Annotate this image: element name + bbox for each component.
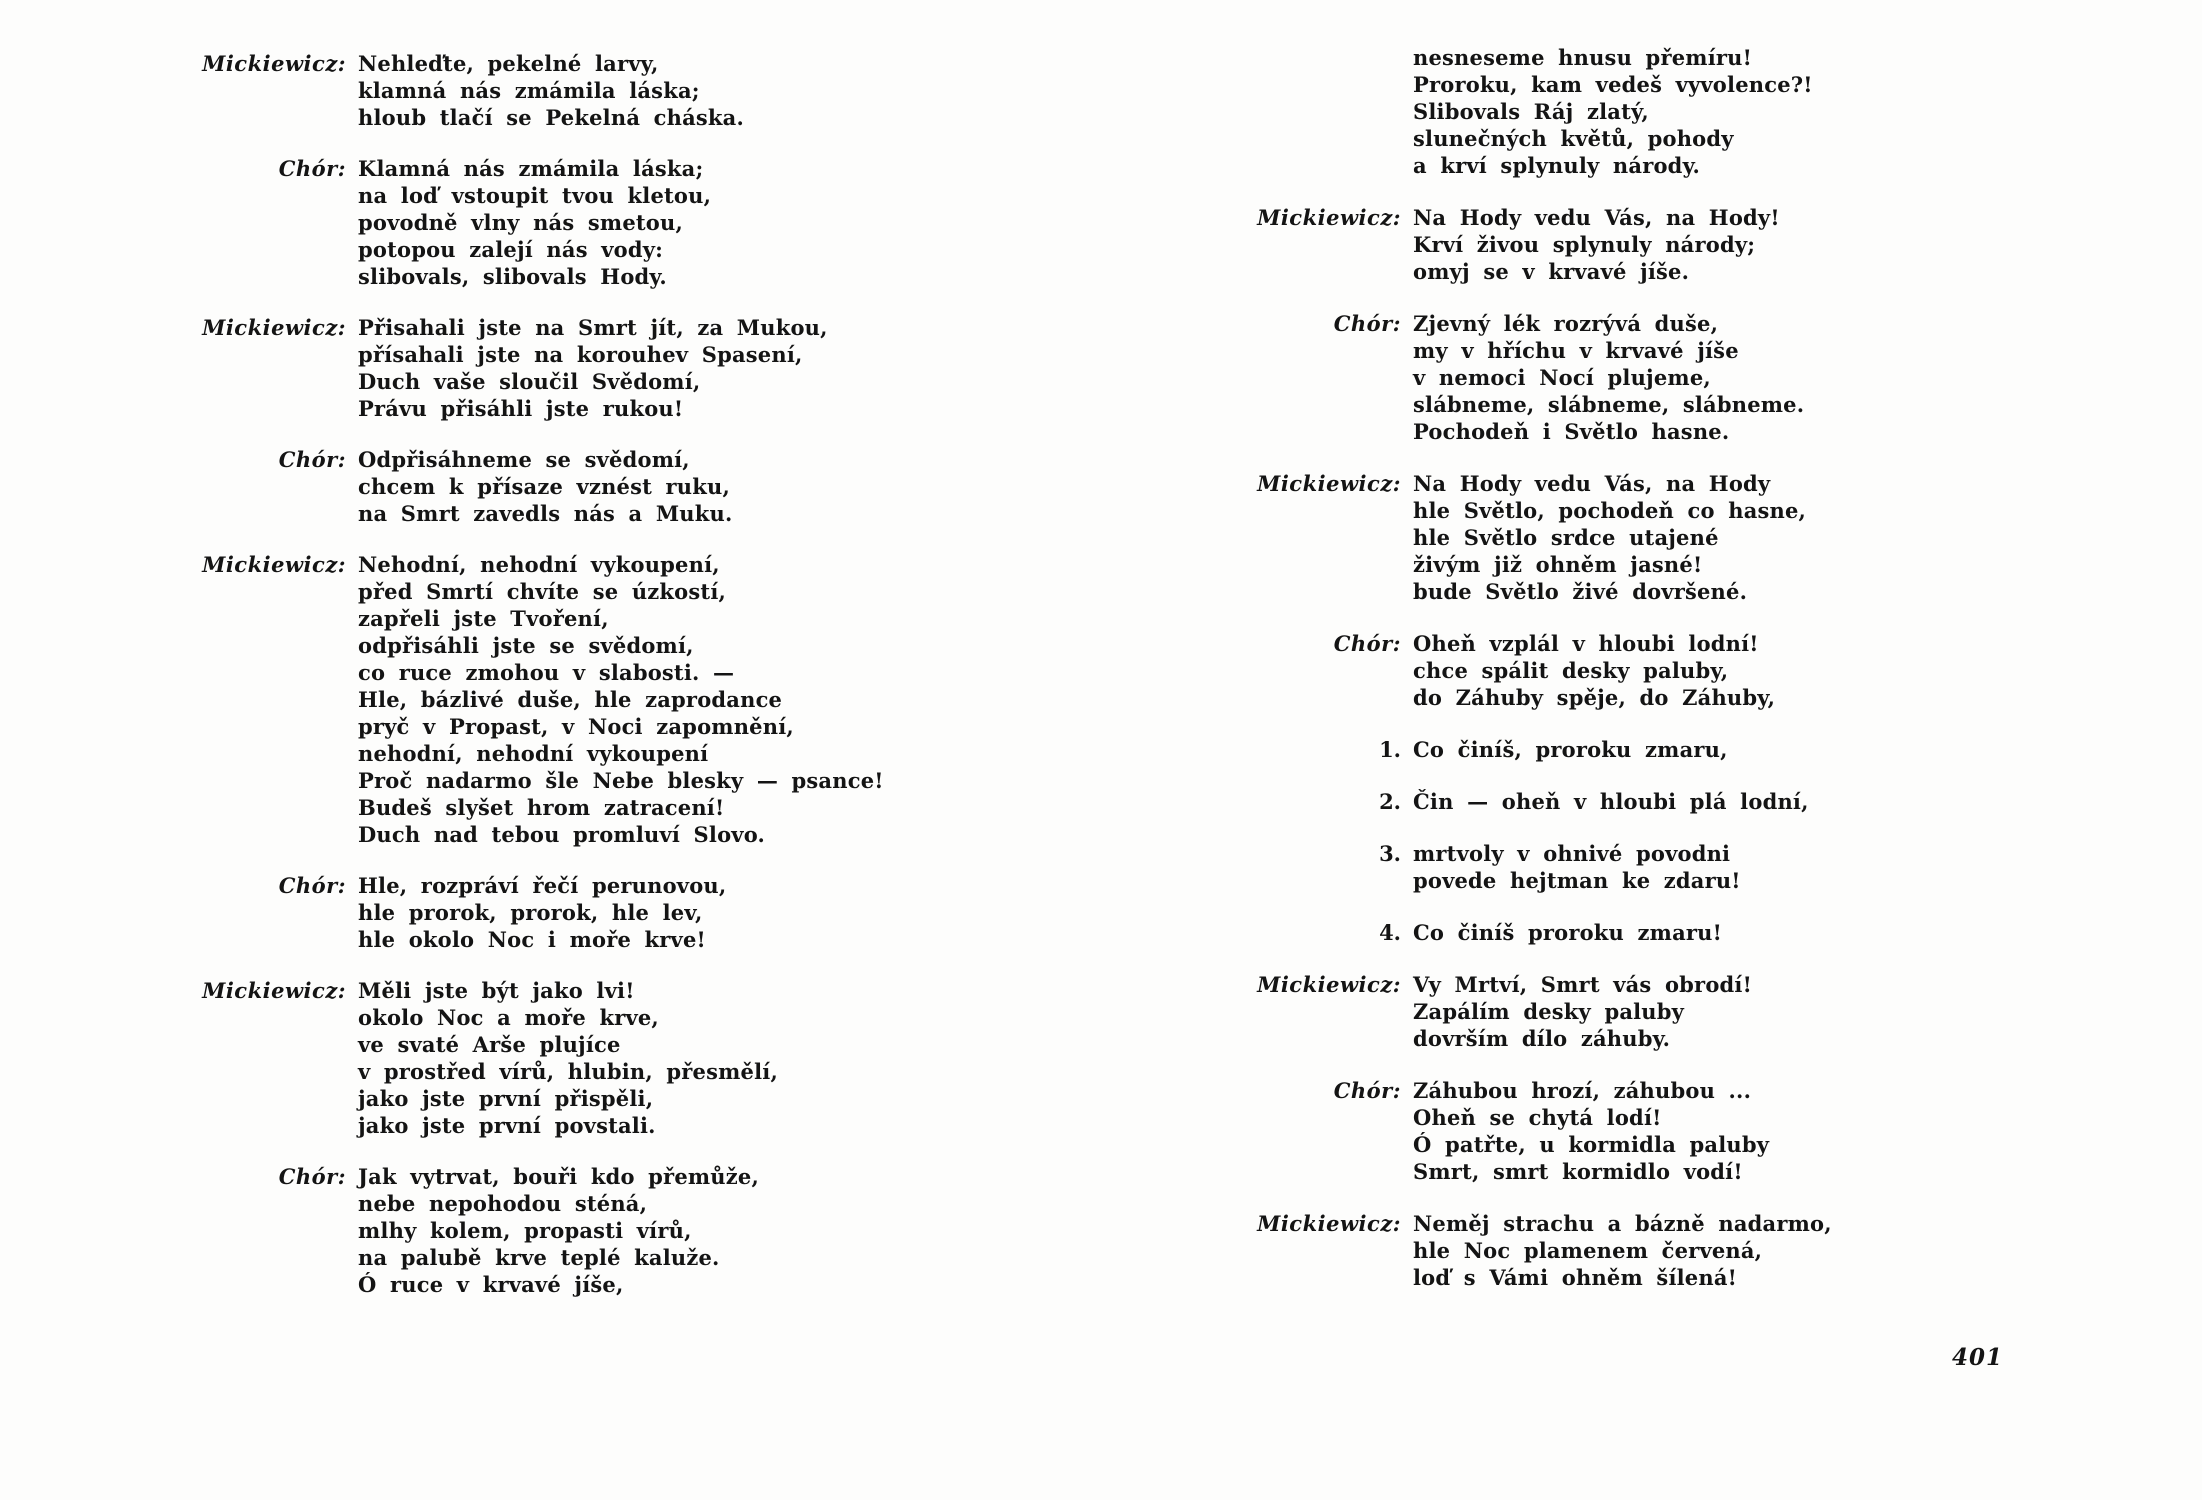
verse-line: hle Noc plamenem červená,: [1413, 1238, 1763, 1263]
stanza-lines: [1413, 788, 1809, 815]
verse-line: nehodní, nehodní vykoupení: [358, 741, 709, 766]
stanza-lines: [358, 977, 778, 1139]
verse-line: Nehodní, nehodní vykoupení,: [358, 552, 720, 577]
speaker-label: Chór:: [278, 873, 346, 898]
verse-line: slibovals, slibovals Hody.: [358, 264, 667, 289]
verse-line: Co činíš proroku zmaru!: [1413, 920, 1723, 945]
verse-line: slunečných květů, pohody: [1413, 126, 1734, 151]
verse-line: chce spálit desky paluby,: [1413, 658, 1729, 683]
stanza-lines: [1413, 44, 1813, 179]
verse-line: zapřeli jste Tvoření,: [358, 606, 609, 631]
verse-line: mrtvoly v ohnivé povodni: [1413, 841, 1731, 866]
left-text-column: [148, 50, 978, 1322]
verse-line: Proroku, kam vedeš vyvolence?!: [1413, 72, 1813, 97]
verse-line: hloub tlačí se Pekelná cháska.: [358, 105, 744, 130]
verse-line: v prostřed vírů, hlubin, přesmělí,: [358, 1059, 778, 1084]
stanza: [148, 446, 978, 527]
speaker-label: Mickiewicz:: [1257, 1211, 1401, 1236]
verse-line: Pochodeň i Světlo hasne.: [1413, 419, 1730, 444]
verse-line: Přisahali jste na Smrt jít, za Mukou,: [358, 315, 828, 340]
verse-line: na Smrt zavedls nás a Muku.: [358, 501, 733, 526]
stanza: [148, 50, 978, 131]
verse-line: Ó patřte, u kormidla paluby: [1413, 1132, 1770, 1157]
stanza-lines: [1413, 310, 1804, 445]
verse-line: povodně vlny nás smetou,: [358, 210, 683, 235]
verse-line: dovrším dílo záhuby.: [1413, 1026, 1671, 1051]
verse-line: Oheň vzplál v hloubi lodní!: [1413, 631, 1759, 656]
speaker-label: Mickiewicz:: [1257, 205, 1401, 230]
speaker-label: Chór:: [278, 1164, 346, 1189]
stanza: [148, 314, 978, 422]
stanza-lines: [358, 50, 744, 131]
verse-line: Jak vytrvat, bouři kdo přemůže,: [358, 1164, 759, 1189]
stanza: [1203, 1077, 2063, 1185]
stanza-lines: [358, 872, 726, 953]
verse-line: Na Hody vedu Vás, na Hody!: [1413, 205, 1780, 230]
page-number: 401: [1952, 1344, 2004, 1371]
verse-line: v nemoci Nocí plujeme,: [1413, 365, 1711, 390]
verse-line: Čin — oheň v hloubi plá lodní,: [1413, 789, 1809, 814]
stanza: [1203, 470, 2063, 605]
verse-line: do Záhuby spěje, do Záhuby,: [1413, 685, 1776, 710]
stanza: [1203, 1210, 2063, 1291]
verse-line: hle Světlo srdce utajené: [1413, 525, 1719, 550]
verse-line: jako jste první přispěli,: [358, 1086, 654, 1111]
speaker-label: Mickiewicz:: [202, 978, 346, 1003]
verse-line: pryč v Propast, v Noci zapomnění,: [358, 714, 794, 739]
verse-line: Proč nadarmo šle Nebe blesky — psance!: [358, 768, 884, 793]
verse-line: slábneme, slábneme, slábneme.: [1413, 392, 1805, 417]
verse-line: Hle, rozpráví řečí perunovou,: [358, 873, 727, 898]
verse-line: potopou zalejí nás vody:: [358, 237, 664, 262]
speaker-label: Chór:: [1333, 1078, 1401, 1103]
stanza-lines: [1413, 470, 1806, 605]
verse-line: my v hříchu v krvavé jíše: [1413, 338, 1739, 363]
stanza-lines: [1413, 840, 1741, 894]
speaker-label: Mickiewicz:: [202, 51, 346, 76]
verse-line: povede hejtman ke zdaru!: [1413, 868, 1741, 893]
stanza: [148, 1163, 978, 1298]
verse-line: Na Hody vedu Vás, na Hody: [1413, 471, 1771, 496]
stanza-lines: [1413, 1210, 1832, 1291]
verse-line: Záhubou hrozí, záhubou ...: [1413, 1078, 1752, 1103]
stanza: [148, 977, 978, 1139]
verse-line: Co činíš, proroku zmaru,: [1413, 737, 1728, 762]
stanza: [1203, 204, 2063, 285]
verse-line: Smrt, smrt kormidlo vodí!: [1413, 1159, 1743, 1184]
stanza-number: 4.: [1379, 920, 1401, 945]
verse-line: hle prorok, prorok, hle lev,: [358, 900, 703, 925]
speaker-label: Mickiewicz:: [1257, 471, 1401, 496]
verse-line: Hle, bázlivé duše, hle zaprodance: [358, 687, 783, 712]
verse-line: Slibovals Ráj zlatý,: [1413, 99, 1649, 124]
stanza-lines: [1413, 736, 1728, 763]
stanza-lines: [358, 551, 884, 848]
verse-line: Oheň se chytá lodí!: [1413, 1105, 1662, 1130]
verse-line: nebe nepohodou sténá,: [358, 1191, 648, 1216]
stanza-lines: [358, 446, 733, 527]
verse-line: Klamná nás zmámila láska;: [358, 156, 704, 181]
verse-line: Nehleďte, pekelné larvy,: [358, 51, 659, 76]
speaker-label: Chór:: [1333, 311, 1401, 336]
speaker-label: Mickiewicz:: [202, 552, 346, 577]
verse-line: co ruce zmohou v slabosti. —: [358, 660, 735, 685]
speaker-label: Mickiewicz:: [202, 315, 346, 340]
stanza: [1203, 630, 2063, 711]
verse-line: Odpřisáhneme se svědomí,: [358, 447, 690, 472]
stanza-lines: [1413, 919, 1722, 946]
verse-line: Duch vaše sloučil Svědomí,: [358, 369, 701, 394]
speaker-label: Chór:: [278, 447, 346, 472]
stanza: [148, 872, 978, 953]
verse-line: Krví živou splynuly národy;: [1413, 232, 1756, 257]
stanza: [1203, 44, 2063, 179]
speaker-label: Chór:: [1333, 631, 1401, 656]
verse-line: hle Světlo, pochodeň co hasne,: [1413, 498, 1807, 523]
speaker-label: Chór:: [278, 156, 346, 181]
stanza-number: 3.: [1379, 841, 1401, 866]
verse-line: mlhy kolem, propasti vírů,: [358, 1218, 692, 1243]
verse-line: chcem k přísaze vznést ruku,: [358, 474, 730, 499]
verse-line: přísahali jste na korouhev Spasení,: [358, 342, 803, 367]
stanza: [1203, 736, 2063, 763]
stanza-number: 2.: [1379, 789, 1401, 814]
verse-line: Budeš slyšet hrom zatracení!: [358, 795, 725, 820]
stanza: [1203, 971, 2063, 1052]
verse-line: před Smrtí chvíte se úzkostí,: [358, 579, 727, 604]
stanza-lines: [358, 155, 711, 290]
stanza-lines: [1413, 630, 1775, 711]
verse-line: omyj se v krvavé jíše.: [1413, 259, 1690, 284]
verse-line: Zapálím desky paluby: [1413, 999, 1685, 1024]
verse-line: Ó ruce v krvavé jíše,: [358, 1272, 624, 1297]
verse-line: na palubě krve teplé kaluže.: [358, 1245, 720, 1270]
verse-line: na loď vstoupit tvou kletou,: [358, 183, 712, 208]
verse-line: Neměj strachu a bázně nadarmo,: [1413, 1211, 1832, 1236]
speaker-label: Mickiewicz:: [1257, 972, 1401, 997]
stanza-number: 1.: [1379, 737, 1401, 762]
verse-line: klamná nás zmámila láska;: [358, 78, 700, 103]
verse-line: odpřisáhli jste se svědomí,: [358, 633, 694, 658]
stanza: [148, 551, 978, 848]
stanza-lines: [1413, 971, 1752, 1052]
verse-line: a krví splynuly národy.: [1413, 153, 1701, 178]
verse-line: okolo Noc a moře krve,: [358, 1005, 659, 1030]
verse-line: Duch nad tebou promluví Slovo.: [358, 822, 766, 847]
stanza-lines: [1413, 204, 1780, 285]
verse-line: bude Světlo živé dovršené.: [1413, 579, 1748, 604]
stanza: [1203, 919, 2063, 946]
right-text-column: [1203, 44, 2063, 1316]
verse-line: nesneseme hnusu přemíru!: [1413, 45, 1753, 70]
verse-line: Právu přisáhli jste rukou!: [358, 396, 684, 421]
stanza: [148, 155, 978, 290]
verse-line: živým již ohněm jasné!: [1413, 552, 1703, 577]
stanza: [1203, 840, 2063, 894]
verse-line: ve svaté Arše plujíce: [358, 1032, 621, 1057]
verse-line: Vy Mrtví, Smrt vás obrodí!: [1413, 972, 1753, 997]
verse-line: hle okolo Noc i moře krve!: [358, 927, 706, 952]
speaker-label: [1203, 44, 1413, 179]
stanza-lines: [358, 1163, 759, 1298]
verse-line: loď s Vámi ohněm šílená!: [1413, 1265, 1738, 1290]
stanza: [1203, 788, 2063, 815]
stanza-lines: [358, 314, 828, 422]
stanza-lines: [1413, 1077, 1769, 1185]
stanza: [1203, 310, 2063, 445]
verse-line: Zjevný lék rozrývá duše,: [1413, 311, 1719, 336]
verse-line: Měli jste být jako lvi!: [358, 978, 635, 1003]
verse-line: jako jste první povstali.: [358, 1113, 656, 1138]
